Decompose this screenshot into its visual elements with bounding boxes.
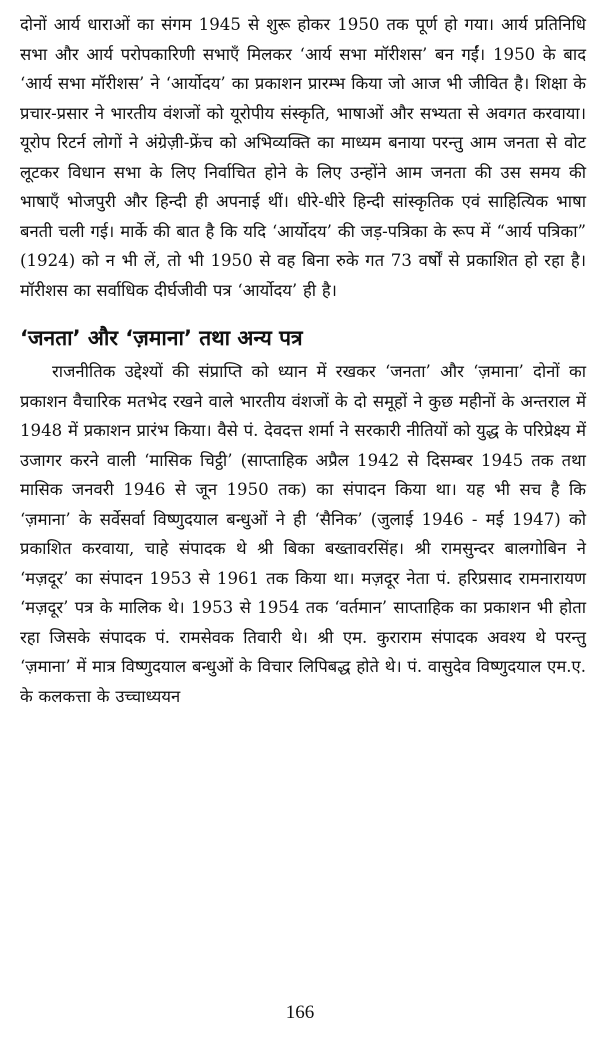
body-paragraph-arya-sabha: दोनों आर्य धाराओं का संगम 1945 से शुरू होकर 1950 तक पूर्ण हो गया। आर्य प्रतिनिधि सभा और आर्य परोपकारिणी सभाएँ मिलकर ‘आर्य सभा मॉरीशस’ बन गईं। 1950 के बाद ‘आर्य सभा मॉरीशस’ ने ‘आर्योदय’ का प्रकाशन प्रारम्भ किया जो आज भी जीवित है। शिक्षा के प्रचार-प्रसार ने भारतीय वंशजों को यूरोपीय संस्कृति, भाषाओं और सभ्यता से अवगत करवाया। यूरोप रिटर्न लोगों ने अंग्रेज़ी-फ्रेंच को अभिव्यक्ति का माध्यम बनाया परन्तु आम जनता से वोट लूटकर विधान सभा के लिए निर्वाचित होने के लिए उन्होंने आम जनता की उस समय की भाषाएँ भोजपुरी और हिन्दी ही अपनाई थीं। धीरे-धीरे हिन्दी सांस्कृतिक एवं साहित्यिक भाषा बनती चली गई। मार्के की बात है कि यदि ‘आर्योदय’ की जड़-पत्रिका के रूप में “आर्य पत्रिका” (1924) को न भी लें, तो भी 1950 से वह बिना रुके गत 73 वर्षों से प्रकाशित हो रहा है। मॉरीशस का सर्वाधिक दीर्घजीवी पत्र ‘आर्योदय’ ही है। (20, 15, 586, 300)
body-paragraph-janata-zamana: राजनीतिक उद्देश्यों की संप्राप्ति को ध्यान में रखकर ‘जनता’ और ‘ज़माना’ दोनों का प्रकाशन वैचारिक मतभेद रखने वाले भारतीय वंशजों के दो समूहों ने कुछ महीनों के अन्तराल में 1948 में प्रकाशन प्रारंभ किया। वैसे पं. देवदत्त शर्मा ने सरकारी नीतियों को युद्ध के परिप्रेक्ष्य में उजागर करने वाली ‘मासिक चिट्ठी’ (साप्ताहिक अप्रैल 1942 से दिसम्बर 1945 तक तथा मासिक जनवरी 1946 से जून 1950 तक) का संपादन किया था। यह भी सच है कि ‘ज़माना’ के सर्वेसर्वा विष्णुदयाल बन्धुओं ने ही ‘सैनिक’ (जुलाई 1946 - मई 1947) को प्रकाशित करवाया, चाहे संपादक थे श्री बिका बख्तावरसिंह। श्री रामसुन्दर बालगोबिन ने ‘मज़दूर’ का संपादन 1953 से 1961 तक किया था। मज़दूर नेता पं. हरिप्रसाद रामनारायण ‘मज़दूर’ पत्र के मालिक थे। 1953 से 1954 तक ‘वर्तमान’ साप्ताहिक का प्रकाशन भी होता रहा जिसके संपादक पं. रामसेवक तिवारी थे। श्री एम. कुराराम संपादक अवश्य थे परन्तु ‘ज़माना’ में मात्र विष्णुदयाल बन्धुओं के विचार लिपिबद्ध होते थे। पं. वासुदेव विष्णुदयाल एम.ए. के कलकत्ता के उच्चाध्ययन (20, 362, 587, 706)
book-page (20, 10, 586, 1040)
page-number: 166 (285, 1002, 315, 1023)
section-heading: ‘जनता’ और ‘ज़माना’ तथा अन्य पत्र (20, 326, 303, 350)
